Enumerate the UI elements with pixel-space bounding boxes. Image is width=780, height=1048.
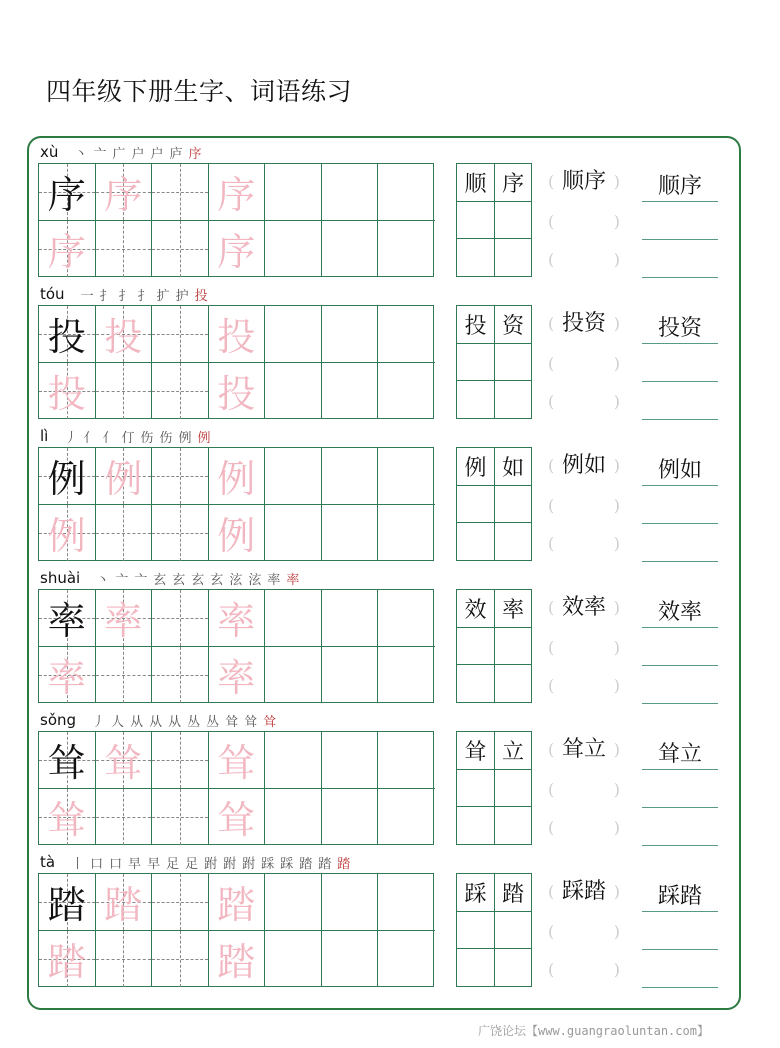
stroke-step: 丶 xyxy=(74,146,88,162)
writing-cell[interactable] xyxy=(378,505,435,562)
writing-cell[interactable] xyxy=(209,647,266,704)
writing-cell[interactable] xyxy=(265,931,322,988)
word-character: 踩 xyxy=(464,882,487,907)
writing-cell[interactable] xyxy=(322,874,379,931)
word-cell[interactable] xyxy=(457,911,495,949)
word-grid xyxy=(456,163,532,277)
stroke-step: 丛 xyxy=(187,714,201,730)
stroke-step: 伤 xyxy=(140,430,154,446)
trace-character: 踏 xyxy=(104,883,143,928)
writing-cell[interactable] xyxy=(322,590,379,647)
stroke-order-row xyxy=(40,709,276,731)
writing-cell[interactable] xyxy=(378,363,435,420)
writing-cell[interactable] xyxy=(322,448,379,505)
writing-cell[interactable] xyxy=(378,789,435,846)
writing-grid xyxy=(38,447,434,561)
word-cell[interactable] xyxy=(457,732,495,770)
writing-cell[interactable] xyxy=(378,590,435,647)
stroke-step: 丿 xyxy=(92,714,106,730)
trace-character: 序 xyxy=(104,173,143,218)
stroke-step: 人 xyxy=(111,714,125,730)
stroke-step: 踩 xyxy=(261,856,275,872)
stroke-step: 玄 xyxy=(172,572,186,588)
pinyin-label: tóu xyxy=(40,285,65,303)
stroke-step: 亻 xyxy=(102,430,116,446)
stroke-step: 足 xyxy=(166,856,180,872)
writing-grid xyxy=(38,589,434,703)
writing-cell[interactable] xyxy=(209,306,266,363)
trace-character: 率 xyxy=(217,656,256,701)
word-cell[interactable] xyxy=(494,732,532,770)
writing-grid xyxy=(38,873,434,987)
word-text: 踩踏 xyxy=(657,884,702,909)
word-cell[interactable] xyxy=(494,806,532,844)
stroke-step: 泫 xyxy=(229,572,243,588)
stroke-step: 踏 xyxy=(299,856,313,872)
writing-cell[interactable] xyxy=(96,448,153,505)
stroke-order-row xyxy=(40,141,202,163)
writing-cell[interactable] xyxy=(322,931,379,988)
word-text: 投资 xyxy=(561,311,606,336)
stroke-step: 丛 xyxy=(206,714,220,730)
footer-watermark: 广饶论坛【www.guangraoluntan.com】 xyxy=(478,1024,709,1038)
word-grid xyxy=(456,447,532,561)
word-underline-blank[interactable] xyxy=(642,391,718,420)
writing-cell[interactable] xyxy=(209,505,266,562)
stroke-step: 户 xyxy=(150,146,164,162)
word-parenthesis-blank xyxy=(548,735,620,765)
writing-cell[interactable] xyxy=(265,732,322,789)
stroke-order-row xyxy=(40,283,208,305)
writing-cell[interactable] xyxy=(322,221,379,278)
word-cell[interactable] xyxy=(494,238,532,276)
word-text: 投资 xyxy=(657,316,702,341)
word-underline-blank xyxy=(642,599,718,628)
word-underline-blank[interactable] xyxy=(642,637,718,666)
word-underline-blank[interactable] xyxy=(642,921,718,950)
word-underline-blank[interactable] xyxy=(642,211,718,240)
trace-character: 率 xyxy=(47,656,86,701)
stroke-step: 例 xyxy=(197,430,211,446)
word-cell[interactable] xyxy=(494,380,532,418)
word-cell[interactable] xyxy=(494,485,532,523)
word-cell[interactable] xyxy=(457,522,495,560)
model-character: 例 xyxy=(47,457,86,502)
writing-cell[interactable] xyxy=(209,732,266,789)
stroke-step: 从 xyxy=(168,714,182,730)
word-text: 顺序 xyxy=(657,174,702,199)
word-cell[interactable] xyxy=(494,522,532,560)
writing-cell[interactable] xyxy=(152,448,209,505)
trace-character: 例 xyxy=(217,514,256,559)
writing-cell[interactable] xyxy=(378,164,435,221)
word-text: 效率 xyxy=(657,600,702,625)
word-cell[interactable] xyxy=(457,306,495,344)
word-cell[interactable] xyxy=(457,806,495,844)
word-text: 踩踏 xyxy=(561,879,606,904)
stroke-step: 序 xyxy=(188,146,202,162)
writing-cell[interactable] xyxy=(265,164,322,221)
word-cell[interactable] xyxy=(457,201,495,239)
word-parenthesis-blank[interactable] xyxy=(548,633,620,663)
word-parenthesis-blank[interactable] xyxy=(548,917,620,947)
writing-cell[interactable] xyxy=(209,448,266,505)
writing-cell[interactable] xyxy=(322,505,379,562)
writing-cell[interactable] xyxy=(322,164,379,221)
writing-cell[interactable] xyxy=(39,647,96,704)
word-parenthesis-blank[interactable] xyxy=(548,775,620,805)
writing-cell[interactable] xyxy=(322,363,379,420)
model-character: 踏 xyxy=(47,883,86,928)
writing-cell[interactable] xyxy=(209,221,266,278)
writing-cell[interactable] xyxy=(96,505,153,562)
model-character: 序 xyxy=(47,173,86,218)
word-character: 投 xyxy=(464,314,487,339)
word-underline-blank[interactable] xyxy=(642,959,718,988)
writing-cell[interactable] xyxy=(96,590,153,647)
writing-cell[interactable] xyxy=(152,931,209,988)
writing-cell[interactable] xyxy=(378,732,435,789)
stroke-step: 踏 xyxy=(318,856,332,872)
writing-cell[interactable] xyxy=(378,306,435,363)
writing-cell[interactable] xyxy=(96,221,153,278)
stroke-step: 伤 xyxy=(159,430,173,446)
word-parenthesis-blank xyxy=(548,309,620,339)
word-text: 效率 xyxy=(561,595,606,620)
word-cell[interactable] xyxy=(494,201,532,239)
word-parenthesis-blank[interactable] xyxy=(548,671,620,701)
stroke-step: 亠 xyxy=(134,572,148,588)
writing-cell[interactable] xyxy=(39,306,96,363)
word-character: 例 xyxy=(464,456,487,481)
trace-character: 例 xyxy=(47,514,86,559)
writing-cell[interactable] xyxy=(322,789,379,846)
word-underline-blank[interactable] xyxy=(642,675,718,704)
pinyin-label: tà xyxy=(40,853,56,871)
writing-cell[interactable] xyxy=(39,732,96,789)
writing-cell[interactable] xyxy=(39,363,96,420)
word-parenthesis-blank[interactable] xyxy=(548,491,620,521)
word-cell[interactable] xyxy=(494,448,532,486)
writing-cell[interactable] xyxy=(96,931,153,988)
writing-cell[interactable] xyxy=(322,306,379,363)
stroke-step: 护 xyxy=(175,288,189,304)
writing-cell[interactable] xyxy=(265,505,322,562)
word-cell[interactable] xyxy=(457,448,495,486)
writing-cell[interactable] xyxy=(39,789,96,846)
trace-character: 例 xyxy=(104,457,143,502)
trace-character: 踏 xyxy=(47,940,86,985)
trace-character: 序 xyxy=(217,230,256,275)
writing-cell[interactable] xyxy=(378,874,435,931)
stroke-step: 从 xyxy=(149,714,163,730)
word-parenthesis-blank xyxy=(548,167,620,197)
word-cell[interactable] xyxy=(457,627,495,665)
trace-character: 耸 xyxy=(47,798,86,843)
writing-cell[interactable] xyxy=(152,505,209,562)
stroke-step: 扌 xyxy=(137,288,151,304)
writing-cell[interactable] xyxy=(152,164,209,221)
word-cell[interactable] xyxy=(494,664,532,702)
word-text: 例如 xyxy=(561,453,606,478)
writing-cell[interactable] xyxy=(152,732,209,789)
word-character: 立 xyxy=(502,740,525,765)
writing-cell[interactable] xyxy=(39,221,96,278)
word-parenthesis-blank xyxy=(548,877,620,907)
word-text: 耸立 xyxy=(657,742,702,767)
writing-cell[interactable] xyxy=(378,448,435,505)
word-parenthesis-blank xyxy=(548,593,620,623)
stroke-step: 踏 xyxy=(337,856,351,872)
trace-character: 踏 xyxy=(217,883,256,928)
stroke-step: 玄 xyxy=(191,572,205,588)
writing-cell[interactable] xyxy=(96,647,153,704)
word-cell[interactable] xyxy=(494,911,532,949)
word-underline-blank xyxy=(642,173,718,202)
word-cell[interactable] xyxy=(457,948,495,986)
word-parenthesis-blank[interactable] xyxy=(548,245,620,275)
stroke-step: 跗 xyxy=(204,856,218,872)
stroke-step: 扩 xyxy=(156,288,170,304)
writing-cell[interactable] xyxy=(39,448,96,505)
stroke-step: 投 xyxy=(194,288,208,304)
writing-grid xyxy=(38,731,434,845)
stroke-step: 一 xyxy=(80,288,94,304)
writing-cell[interactable] xyxy=(96,164,153,221)
stroke-order-row xyxy=(40,567,299,589)
writing-cell[interactable] xyxy=(39,164,96,221)
writing-cell[interactable] xyxy=(209,590,266,647)
word-underline-blank xyxy=(642,741,718,770)
stroke-step: 例 xyxy=(178,430,192,446)
writing-grid xyxy=(38,163,434,277)
writing-cell[interactable] xyxy=(209,363,266,420)
word-cell[interactable] xyxy=(457,769,495,807)
writing-cell[interactable] xyxy=(322,647,379,704)
writing-cell[interactable] xyxy=(96,363,153,420)
word-text: 顺序 xyxy=(561,169,606,194)
stroke-step: 口 xyxy=(90,856,104,872)
writing-cell[interactable] xyxy=(209,164,266,221)
word-parenthesis-blank[interactable] xyxy=(548,349,620,379)
trace-character: 序 xyxy=(47,230,86,275)
word-grid xyxy=(456,589,532,703)
stroke-step: 足 xyxy=(185,856,199,872)
writing-cell[interactable] xyxy=(265,874,322,931)
word-cell[interactable] xyxy=(494,948,532,986)
trace-character: 投 xyxy=(217,315,256,360)
stroke-step: 早 xyxy=(147,856,161,872)
writing-grid xyxy=(38,305,434,419)
writing-cell[interactable] xyxy=(265,647,322,704)
word-underline-blank[interactable] xyxy=(642,249,718,278)
stroke-step: 亻 xyxy=(83,430,97,446)
model-character: 投 xyxy=(47,315,86,360)
word-underline-blank xyxy=(642,883,718,912)
stroke-step: 丨 xyxy=(71,856,85,872)
word-cell[interactable] xyxy=(494,306,532,344)
writing-cell[interactable] xyxy=(265,221,322,278)
word-cell[interactable] xyxy=(494,769,532,807)
stroke-step: 玄 xyxy=(153,572,167,588)
stroke-step: 踩 xyxy=(280,856,294,872)
word-underline-blank[interactable] xyxy=(642,533,718,562)
word-parenthesis-blank[interactable] xyxy=(548,813,620,843)
word-character: 效 xyxy=(464,598,487,623)
stroke-step: 扌 xyxy=(118,288,132,304)
word-character: 资 xyxy=(502,314,525,339)
word-text: 例如 xyxy=(657,458,702,483)
word-parenthesis-blank[interactable] xyxy=(548,955,620,985)
word-grid xyxy=(456,305,532,419)
pinyin-label: lì xyxy=(40,427,49,445)
word-parenthesis-blank xyxy=(548,451,620,481)
word-grid xyxy=(456,731,532,845)
word-parenthesis-blank[interactable] xyxy=(548,529,620,559)
word-cell[interactable] xyxy=(457,380,495,418)
stroke-step: 耸 xyxy=(225,714,239,730)
stroke-step: 仃 xyxy=(121,430,135,446)
stroke-step: 丿 xyxy=(64,430,78,446)
word-cell[interactable] xyxy=(494,627,532,665)
word-cell[interactable] xyxy=(457,238,495,276)
word-cell[interactable] xyxy=(457,164,495,202)
word-cell[interactable] xyxy=(457,485,495,523)
word-character: 序 xyxy=(502,172,525,197)
stroke-step: 率 xyxy=(286,572,300,588)
word-underline-blank xyxy=(642,457,718,486)
word-grid xyxy=(456,873,532,987)
writing-cell[interactable] xyxy=(96,306,153,363)
pinyin-label: xù xyxy=(40,143,59,161)
word-cell[interactable] xyxy=(494,590,532,628)
stroke-step: 扌 xyxy=(99,288,113,304)
word-cell[interactable] xyxy=(457,664,495,702)
word-character: 顺 xyxy=(464,172,487,197)
word-underline-blank[interactable] xyxy=(642,353,718,382)
writing-cell[interactable] xyxy=(265,590,322,647)
word-character: 率 xyxy=(502,598,525,623)
stroke-step: 早 xyxy=(128,856,142,872)
trace-character: 序 xyxy=(217,173,256,218)
stroke-step: 泫 xyxy=(248,572,262,588)
stroke-step: 耸 xyxy=(244,714,258,730)
writing-cell[interactable] xyxy=(322,732,379,789)
trace-character: 投 xyxy=(217,372,256,417)
stroke-step: 亠 xyxy=(115,572,129,588)
word-cell[interactable] xyxy=(457,343,495,381)
writing-cell[interactable] xyxy=(152,306,209,363)
word-cell[interactable] xyxy=(457,874,495,912)
stroke-order-row xyxy=(40,425,210,447)
writing-cell[interactable] xyxy=(96,789,153,846)
word-cell[interactable] xyxy=(494,874,532,912)
writing-cell[interactable] xyxy=(378,931,435,988)
writing-cell[interactable] xyxy=(39,874,96,931)
character-block xyxy=(0,853,780,1015)
pinyin-label: sǒng xyxy=(40,711,77,729)
writing-cell[interactable] xyxy=(39,590,96,647)
stroke-step: 率 xyxy=(267,572,281,588)
stroke-step: 耸 xyxy=(263,714,277,730)
writing-cell[interactable] xyxy=(209,931,266,988)
stroke-step: 庐 xyxy=(169,146,183,162)
trace-character: 踏 xyxy=(217,940,256,985)
stroke-order-row xyxy=(40,851,350,873)
trace-character: 投 xyxy=(47,372,86,417)
word-character: 踏 xyxy=(502,882,525,907)
word-cell[interactable] xyxy=(494,343,532,381)
trace-character: 率 xyxy=(104,599,143,644)
word-cell[interactable] xyxy=(494,164,532,202)
writing-cell[interactable] xyxy=(96,732,153,789)
writing-cell[interactable] xyxy=(209,874,266,931)
trace-character: 耸 xyxy=(217,741,256,786)
writing-cell[interactable] xyxy=(265,448,322,505)
writing-cell[interactable] xyxy=(265,789,322,846)
writing-cell[interactable] xyxy=(378,647,435,704)
word-underline-blank xyxy=(642,315,718,344)
model-character: 率 xyxy=(47,599,86,644)
stroke-step: 户 xyxy=(131,146,145,162)
writing-cell[interactable] xyxy=(39,505,96,562)
stroke-step: 玄 xyxy=(210,572,224,588)
trace-character: 耸 xyxy=(104,741,143,786)
stroke-step: 口 xyxy=(109,856,123,872)
word-character: 耸 xyxy=(464,740,487,765)
word-text: 耸立 xyxy=(561,737,606,762)
trace-character: 耸 xyxy=(217,798,256,843)
word-character: 如 xyxy=(502,456,525,481)
writing-cell[interactable] xyxy=(96,874,153,931)
stroke-step: 跗 xyxy=(242,856,256,872)
writing-cell[interactable] xyxy=(152,363,209,420)
word-underline-blank[interactable] xyxy=(642,779,718,808)
writing-cell[interactable] xyxy=(152,590,209,647)
stroke-step: 亠 xyxy=(93,146,107,162)
trace-character: 投 xyxy=(104,315,143,360)
writing-cell[interactable] xyxy=(152,789,209,846)
page-title: 四年级下册生字、词语练习 xyxy=(46,77,353,106)
word-parenthesis-blank[interactable] xyxy=(548,387,620,417)
model-character: 耸 xyxy=(47,741,86,786)
pinyin-label: shuài xyxy=(40,569,81,587)
trace-character: 例 xyxy=(217,457,256,502)
word-cell[interactable] xyxy=(457,590,495,628)
writing-cell[interactable] xyxy=(152,647,209,704)
writing-cell[interactable] xyxy=(378,221,435,278)
stroke-step: 从 xyxy=(130,714,144,730)
stroke-step: 广 xyxy=(112,146,126,162)
word-underline-blank[interactable] xyxy=(642,495,718,524)
writing-cell[interactable] xyxy=(39,931,96,988)
trace-character: 率 xyxy=(217,599,256,644)
writing-cell[interactable] xyxy=(152,874,209,931)
writing-cell[interactable] xyxy=(265,363,322,420)
stroke-step: 跗 xyxy=(223,856,237,872)
stroke-step: 丶 xyxy=(96,572,110,588)
writing-cell[interactable] xyxy=(265,306,322,363)
word-underline-blank[interactable] xyxy=(642,817,718,846)
writing-cell[interactable] xyxy=(152,221,209,278)
word-parenthesis-blank[interactable] xyxy=(548,207,620,237)
writing-cell[interactable] xyxy=(209,789,266,846)
